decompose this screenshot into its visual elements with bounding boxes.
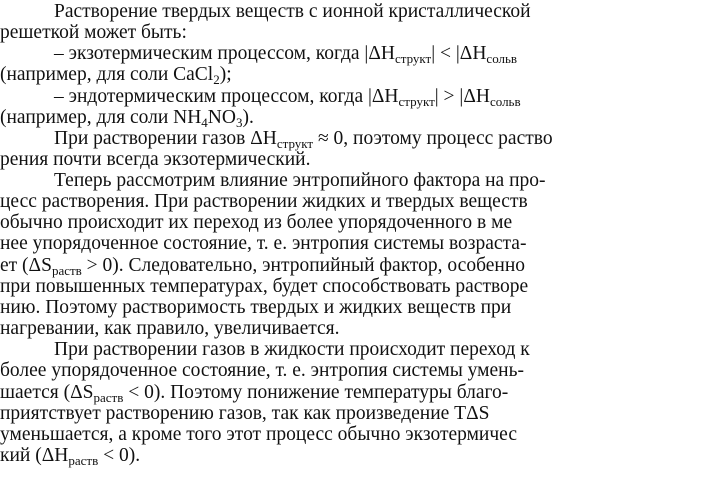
- text-line: [0, 63, 232, 86]
- subscript: сольв: [489, 94, 521, 109]
- subscript: 4: [201, 115, 208, 130]
- text-line: [54, 0, 531, 23]
- text-span: При растворении газов в жидкости происходит переход к: [54, 339, 530, 360]
- text-span: (например, для соли NH: [0, 107, 202, 128]
- text-span: цесс растворения. При растворении жидких и твердых веществ: [0, 191, 528, 212]
- text-span: (например, для соли CaCl: [0, 64, 214, 85]
- text-span: < 0).: [98, 445, 141, 466]
- text-line: [54, 338, 530, 361]
- text-line: [0, 359, 524, 382]
- text-span: рения почти всегда экзотермический.: [0, 149, 311, 170]
- text-span: ≈ 0, поэтому процесс раство: [313, 128, 553, 149]
- text-span: нее упорядоченное состояние, т. е. энтропия системы возраста-: [0, 233, 527, 254]
- text-span: < 0). Поэтому понижение температуры благо-: [123, 382, 509, 403]
- subscript: структ: [398, 94, 435, 109]
- subscript: раств: [68, 453, 99, 468]
- text-line: [0, 106, 254, 129]
- text-span: приятствует растворению газов, так как произведение TΔS: [0, 403, 490, 424]
- text-span: NO: [207, 107, 236, 128]
- text-line: [54, 127, 553, 150]
- text-span: Теперь рассмотрим влияние энтропийного фактора на про-: [54, 170, 546, 191]
- text-span: обычно происходит их переход из более упорядоченного в ме: [0, 212, 513, 233]
- text-span: ).: [242, 107, 254, 128]
- text-span: – эндотермическим процессом, когда |ΔH: [54, 86, 399, 107]
- text-line: [0, 254, 525, 277]
- text-span: шается (ΔS: [0, 382, 94, 403]
- text-span: > 0). Следовательно, энтропийный фактор, особенно: [81, 255, 526, 276]
- text-span: решеткой может быть:: [0, 22, 187, 43]
- text-line: [0, 232, 526, 255]
- subscript: 3: [235, 115, 243, 130]
- text-line: [54, 85, 521, 108]
- text-span: нагревании, как правило, увеличивается.: [0, 318, 340, 339]
- subscript: структ: [276, 136, 314, 151]
- subscript: структ: [394, 51, 432, 66]
- text-line: [0, 296, 511, 319]
- text-line: [0, 423, 517, 446]
- text-span: при повышенных температурах, будет способствовать растворе: [0, 276, 529, 297]
- subscript: 2: [213, 72, 220, 87]
- text-span: кий (ΔH: [0, 445, 69, 466]
- text-span: уменьшается, а кроме того этот процесс обычно экзотермичес: [0, 424, 517, 445]
- text-line: [0, 21, 187, 44]
- text-line: [0, 190, 528, 213]
- text-line: [0, 317, 339, 340]
- text-span: ет (ΔS: [0, 255, 52, 276]
- text-line: [0, 402, 489, 425]
- text-span: При растворении газов ΔH: [54, 128, 277, 149]
- text-line: [54, 42, 517, 65]
- subscript: раств: [51, 263, 82, 278]
- text-span: | < |ΔH: [431, 43, 487, 64]
- text-span: более упорядоченное состояние, т. е. энтропия системы умень-: [0, 360, 524, 381]
- subscript: раств: [93, 390, 124, 405]
- subscript: сольв: [486, 51, 518, 66]
- text-span: | > |ΔH: [434, 86, 490, 107]
- text-line: [54, 169, 546, 192]
- text-line: [0, 211, 512, 234]
- text-line: [0, 444, 140, 467]
- text-line: [0, 148, 310, 171]
- text-span: нию. Поэтому растворимость твердых и жидких веществ при: [0, 297, 512, 318]
- text-span: – экзотермическим процессом, когда |ΔH: [54, 43, 395, 64]
- text-span: );: [219, 64, 232, 85]
- text-line: [0, 381, 508, 404]
- text-line: [0, 275, 528, 298]
- text-span: Растворение твердых веществ с ионной кристаллической: [54, 1, 531, 22]
